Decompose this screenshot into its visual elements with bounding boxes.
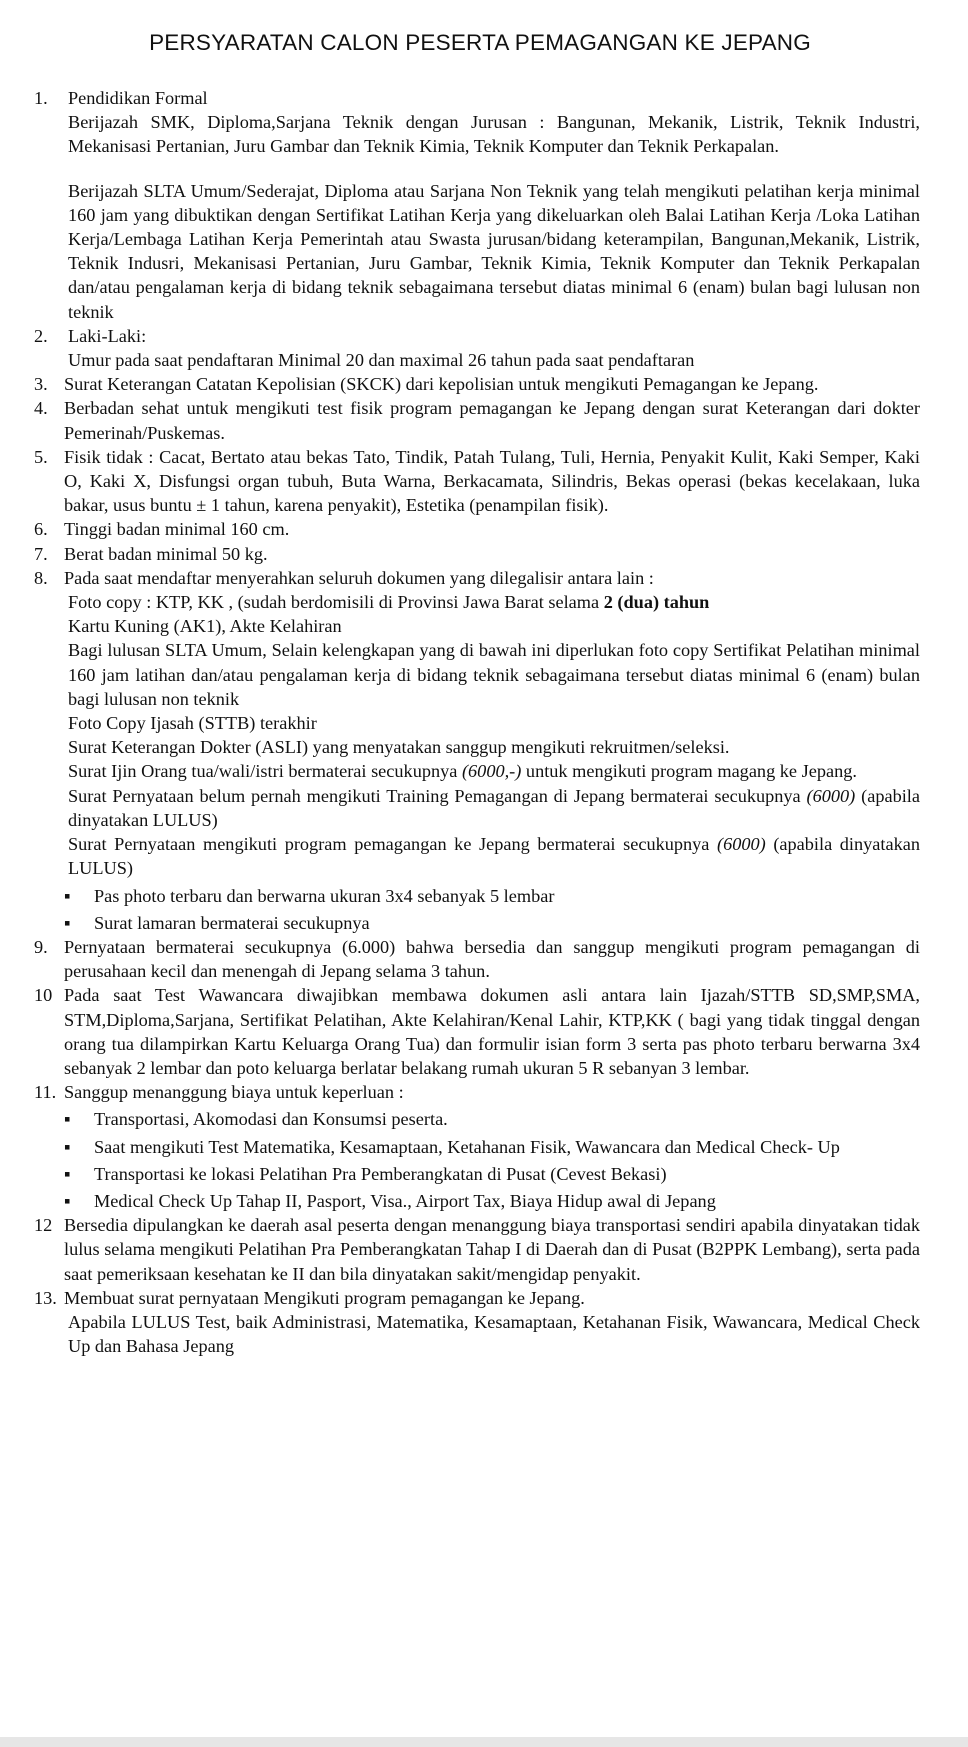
requirement-item-7 bbox=[34, 542, 920, 566]
bullet-item: ▪ Surat lamaran bermaterai secukupnya bbox=[64, 911, 920, 935]
bullet-item: ▪ Transportasi, Akomodasi dan Konsumsi peserta. bbox=[64, 1107, 920, 1131]
requirement-item-13 bbox=[34, 1286, 920, 1359]
item-number: 13. bbox=[34, 1287, 57, 1308]
bullet-icon: ▪ bbox=[64, 912, 71, 933]
item-number: 5. bbox=[34, 446, 48, 467]
item-paragraph: Berat badan minimal 50 kg. bbox=[64, 543, 268, 564]
bullet-icon: ▪ bbox=[64, 1190, 71, 1211]
item-intro: Membuat surat pernyataan Mengikuti program pemagangan ke Jepang. bbox=[64, 1287, 585, 1308]
requirement-item-12 bbox=[34, 1213, 920, 1286]
item-number: 4. bbox=[34, 398, 48, 419]
item-paragraph: Bersedia dipulangkan ke daerah asal peserta dengan menanggung biaya transportasi sendiri apabila dinyatakan tidak lulus selama mengikuti Pelatihan Pra Pemberangkatan Tahap I di Daerah dan di Pusat (B2PPK Lembang), serta pada saat pemeriksaan kesehatan ke II dan bila dinyatakan sakit/mengidap penyakit. bbox=[64, 1215, 920, 1284]
item-number: 6. bbox=[34, 519, 48, 540]
item-number: 7. bbox=[34, 543, 48, 564]
requirement-item-2 bbox=[34, 324, 920, 372]
item-number: 10 bbox=[34, 985, 53, 1006]
document-line-surat-pernyataan-1: Surat Pernyataan belum pernah mengikuti Training Pemagangan di Jepang bermaterai secukupnya (6000) (apabila dinyatakan LULUS) bbox=[68, 785, 920, 830]
requirement-item-8 bbox=[34, 566, 920, 935]
requirement-item-11 bbox=[34, 1080, 920, 1213]
requirement-item-1 bbox=[34, 86, 920, 324]
item-number: 11. bbox=[34, 1082, 57, 1103]
item-number: 12 bbox=[34, 1215, 53, 1236]
bullet-icon: ▪ bbox=[64, 1163, 71, 1184]
item-heading: Pendidikan Formal bbox=[68, 88, 208, 108]
bottom-edge-bar bbox=[0, 1737, 968, 1747]
bullet-icon: ▪ bbox=[64, 1109, 71, 1130]
requirement-item-3 bbox=[34, 372, 920, 396]
document-line-surat-dokter: Surat Keterangan Dokter (ASLI) yang menyatakan sanggup mengikuti rekruitmen/seleksi. bbox=[68, 737, 730, 758]
item-paragraph: Umur pada saat pendaftaran Minimal 20 dan maximal 26 tahun pada saat pendaftaran bbox=[68, 350, 695, 371]
document-line-kartu-kuning: Kartu Kuning (AK1), Akte Kelahiran bbox=[68, 616, 342, 637]
document-title: PERSYARATAN CALON PESERTA PEMAGANGAN KE JEPANG bbox=[149, 30, 811, 55]
item-number: 2. bbox=[34, 325, 48, 346]
item-paragraph: Berbadan sehat untuk mengikuti test fisik program pemagangan ke Jepang dengan surat Keterangan dari dokter Pemerinah/Puskemas. bbox=[64, 398, 920, 443]
item-intro: Pada saat mendaftar menyerahkan seluruh dokumen yang dilegalisir antara lain : bbox=[64, 567, 654, 588]
item-paragraph: Surat Keterangan Catatan Kepolisian (SKCK) dari kepolisian untuk mengikuti Pemagangan ke Jepang. bbox=[64, 374, 819, 395]
item-paragraph: Pada saat Test Wawancara diwajibkan membawa dokumen asli antara lain Ijazah/STTB SD,SMP,SMA, STM,Diploma,Sarjana, Sertifikat Pelatihan, Akte Kelahiran/Kenal Lahir, KTP,KK ( bagi yang tidak tinggal dengan orang tua dilampirkan Kartu Keluarga Orang Tua) dan formulir isian form 3 serta pas photo terbaru berwarna 3x4 sebanyak 2 lembar dan poto keluarga berlatar belakang rumah ukuran 5 R sebanyan 3 lembar. bbox=[64, 985, 920, 1078]
requirement-item-9 bbox=[34, 935, 920, 983]
item-number: 3. bbox=[34, 374, 48, 395]
bullet-item: ▪ Transportasi ke lokasi Pelatihan Pra Pemberangkatan di Pusat (Cevest Bekasi) bbox=[64, 1162, 920, 1186]
bullet-item: ▪ Pas photo terbaru dan berwarna ukuran 3x4 sebanyak 5 lembar bbox=[64, 884, 920, 908]
requirement-item-6 bbox=[34, 517, 920, 541]
item-number: 9. bbox=[34, 936, 48, 957]
requirement-item-10 bbox=[34, 983, 920, 1080]
item-paragraph: Tinggi badan minimal 160 cm. bbox=[64, 519, 290, 540]
bullet-icon: ▪ bbox=[64, 1136, 71, 1157]
item-paragraph: Berijazah SLTA Umum/Sederajat, Diploma atau Sarjana Non Teknik yang telah mengikuti pelatihan kerja minimal 160 jam yang dibuktikan dengan Sertifikat Latihan Kerja yang dikeluarkan oleh Balai Latihan Kerja /Loka Latihan Kerja/Lembaga Latihan Kerja Pemerintah atau Swasta jurusan/bidang keterampilan, Bangunan,Mekanik, Listrik, Teknik Indusri, Mekanisasi Pertanian, Juru Gambar, Teknik Kimia, Teknik Komputer dan Teknik Perkapalan dan/atau pengalaman kerja di bidang teknik sebagaimana tersebut diatas minimal 6 (enam) bulan bagi lulusan non teknik bbox=[68, 180, 920, 322]
bullet-item: ▪ Saat mengikuti Test Matematika, Kesamaptaan, Ketahanan Fisik, Wawancara dan Medical Check- Up bbox=[64, 1135, 920, 1159]
bullet-icon: ▪ bbox=[64, 885, 71, 906]
item-heading: Laki-Laki: bbox=[68, 325, 147, 346]
document-line-surat-pernyataan-2: Surat Pernyataan mengikuti program pemagangan ke Jepang bermaterai secukupnya (6000) (apabila dinyatakan LULUS) bbox=[68, 834, 920, 879]
document-line-surat-ijin: Surat Ijin Orang tua/wali/istri bermaterai secukupnya (6000,-) untuk mengikuti program magang ke Jepang. bbox=[68, 761, 857, 782]
requirement-item-4 bbox=[34, 396, 920, 444]
item-intro: Sanggup menanggung biaya untuk keperluan : bbox=[64, 1082, 404, 1103]
item-number: 1. bbox=[34, 88, 48, 108]
document-line-slta: Bagi lulusan SLTA Umum, Selain kelengkapan yang di bawah ini diperlukan foto copy Sertifikat Pelatihan minimal 160 jam latihan dan/atau pengalaman kerja di bidang teknik sebagaimana tersebut diatas minimal 6 (enam) bulan bagi lulusan non teknik bbox=[68, 640, 920, 709]
item-number: 8. bbox=[34, 567, 48, 588]
item-paragraph: Berijazah SMK, Diploma,Sarjana Teknik dengan Jurusan : Bangunan, Mekanik, Listrik, Teknik Industri, Mekanisasi Pertanian, Juru Gambar dan Teknik Kimia, Teknik Komputer dan Teknik Perkapalan. bbox=[68, 112, 920, 157]
document-line-foto-copy: Foto copy : KTP, KK , (sudah berdomisili di Provinsi Jawa Barat selama 2 (dua) tahun bbox=[68, 592, 710, 613]
document-line-ijasah: Foto Copy Ijasah (STTB) terakhir bbox=[68, 713, 317, 734]
item-paragraph: Pernyataan bermaterai secukupnya (6.000) bahwa bersedia dan sanggup mengikuti program pemagangan di perusahaan kecil dan menengah di Jepang selama 3 tahun. bbox=[64, 936, 920, 982]
bullet-item: ▪ Medical Check Up Tahap II, Pasport, Visa., Airport Tax, Biaya Hidup awal di Jepang bbox=[64, 1189, 920, 1213]
item-paragraph: Fisik tidak : Cacat, Bertato atau bekas Tato, Tindik, Patah Tulang, Tuli, Hernia, Penyakit Kulit, Kaki Semper, Kaki O, Kaki X, Disfungsi organ tubuh, Buta Warna, Berkacamata, Silindris, Bekas operasi (bekas kecelakaan, luka bakar, usus buntu ± 1 tahun, karena penyakit), Estetika (penampilan fisik). bbox=[64, 446, 920, 516]
item-paragraph: Apabila LULUS Test, baik Administrasi, Matematika, Kesamaptaan, Ketahanan Fisik, Wawancara, Medical Check Up dan Bahasa Jepang bbox=[68, 1311, 920, 1357]
requirement-item-5 bbox=[34, 445, 920, 518]
